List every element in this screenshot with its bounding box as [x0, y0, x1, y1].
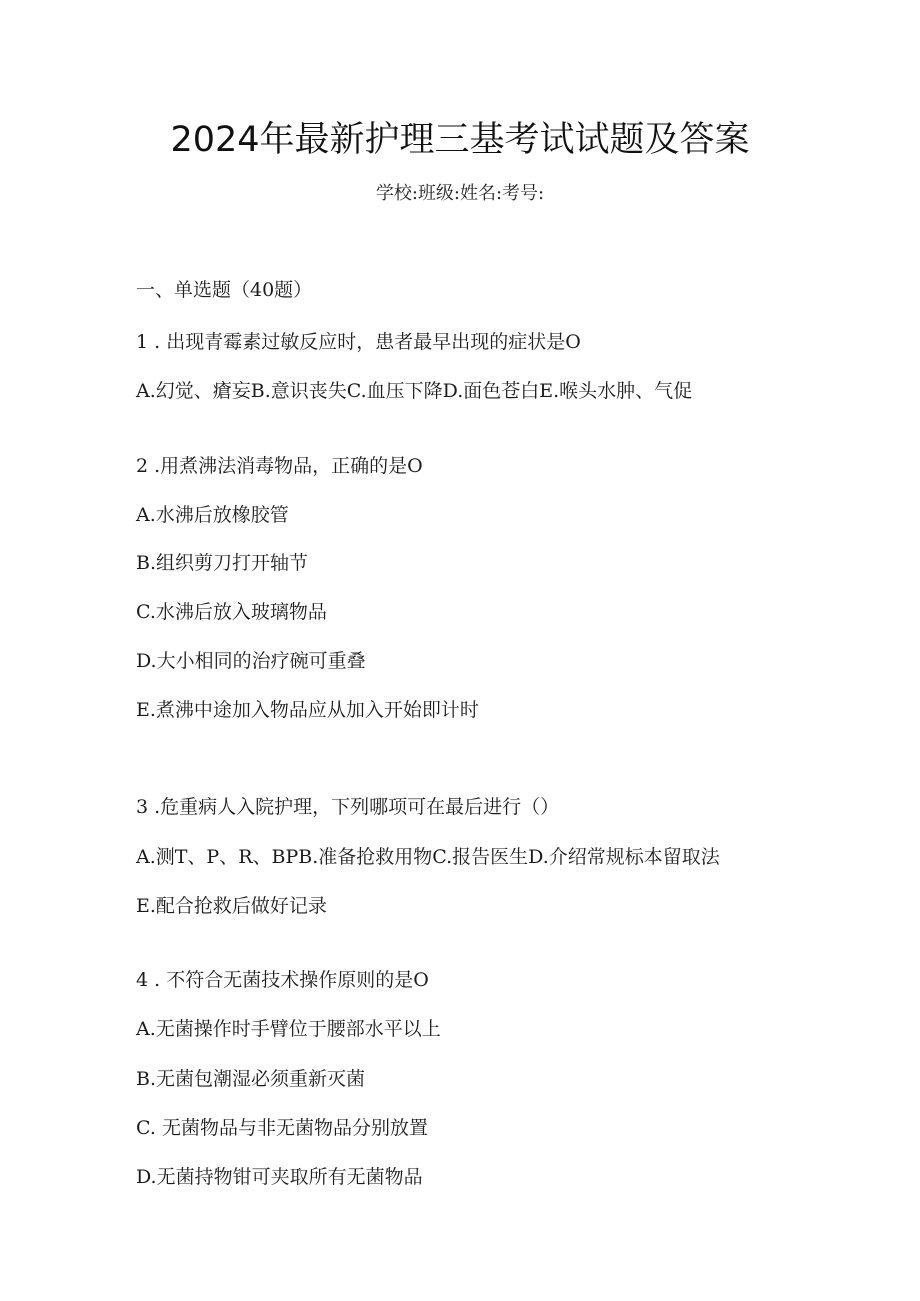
question-2-option-d: D.大小相同的治疗碗可重叠	[136, 650, 366, 672]
question-3-options-line-2: E.配合抢救后做好记录	[136, 895, 327, 917]
question-4-option-b: B.无菌包潮湿必须重新灭菌	[136, 1068, 366, 1090]
question-1-options: A.幻觉、瘡妄B.意识丧失C.血压下降D.面色苍白E.喉头水肿、气促	[136, 380, 693, 402]
question-4-option-d: D.无菌持物钳可夹取所有无菌物品	[136, 1166, 423, 1188]
question-2-option-e: E.煮沸中途加入物品应从加入开始即计时	[136, 699, 479, 721]
question-4-option-a: A.无菌操作时手臂位于腰部水平以上	[136, 1018, 441, 1040]
section-heading: 一、单选题（40题）	[136, 279, 313, 301]
question-3-options-line-1: A.测T、P、R、BPB.准备抢救用物C.报告医生D.介绍常规标本留取法	[136, 846, 720, 868]
question-2-option-b: B.组织剪刀打开轴节	[136, 552, 309, 574]
question-3-stem: 3 .危重病人入院护理，下列哪项可在最后进行（）	[136, 796, 560, 818]
question-2-option-a: A.水沸后放橡胶管	[136, 504, 289, 526]
document-title: 2024年最新护理三基考试试题及答案	[170, 120, 750, 160]
question-2-stem: 2 .用煮沸法消毒物品，正确的是O	[136, 455, 423, 477]
question-4-option-c: C. 无菌物品与非无菌物品分别放置	[136, 1117, 428, 1139]
question-1-stem: 1 . 出现青霉素过敏反应时，患者最早出现的症状是O	[136, 331, 581, 353]
question-4-stem: 4 . 不符合无菌技术操作原则的是O	[136, 969, 429, 991]
document-subtitle: 学校:班级:姓名:考号:	[375, 183, 545, 204]
question-2-option-c: C.水沸后放入玻璃物品	[136, 601, 327, 623]
